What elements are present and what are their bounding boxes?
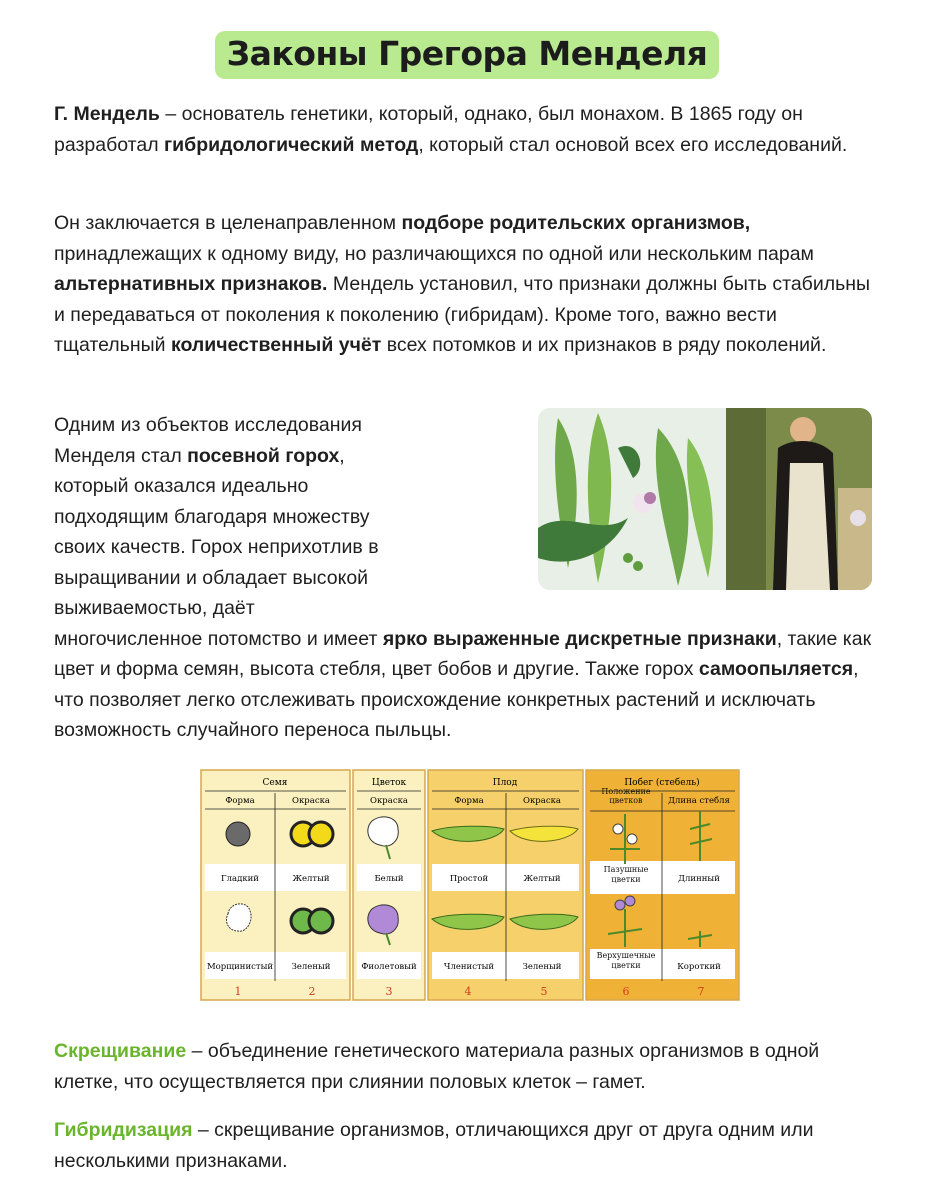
subheader: Форма: [225, 796, 255, 806]
traits-table: [200, 769, 740, 1001]
bold-text: количественный учёт: [170, 334, 382, 356]
recessive-label: Зеленый: [522, 962, 562, 972]
dominant-label: Белый: [374, 874, 404, 884]
group-seed: Семя: [262, 778, 288, 788]
pea-and-mendel-illustration: [538, 408, 872, 590]
dominant-label-wrap: [592, 865, 660, 891]
bold-text: самоопыляется: [698, 658, 854, 680]
dominant-label: Длинный: [678, 874, 720, 884]
dominant-label: Желтый: [292, 874, 330, 884]
bold-text: гибридологический метод: [164, 133, 419, 156]
term: Скрещивание: [54, 1040, 187, 1062]
seed-yellow-icon: [291, 822, 333, 846]
subheader: Окраска: [370, 796, 408, 806]
column-number: 3: [385, 985, 393, 998]
bold-text: подборе родительских организмов,: [401, 212, 751, 234]
bold-text: ярко выраженные дискретные признаки: [382, 627, 777, 650]
group-fruit: Плод: [492, 778, 518, 788]
text: принадлежащих к одному виду, но различающихся по одной или нескольким парам: [54, 242, 814, 265]
text: , который стал основой всех его исследований.: [418, 133, 848, 156]
paragraph-intro: [54, 99, 880, 160]
recessive-label: Верхушечные цветки: [596, 951, 656, 970]
dominant-label: Желтый: [523, 874, 561, 884]
title-wrap: [0, 31, 934, 79]
illustration-svg: [538, 408, 872, 590]
recessive-label: Морщинистый: [206, 962, 274, 972]
text: , который оказался идеально подходящим благодаря множеству своих качеств. Горох неприхотлив в выращивании и обладает высокой выживаемостью, даёт многочисленное потомство и имеет: [54, 444, 383, 650]
dominant-label: Простой: [449, 874, 489, 884]
bold-text: Г. Мендель: [54, 103, 160, 125]
column-number: 4: [464, 985, 472, 998]
group-flower: Цветок: [371, 778, 407, 788]
recessive-label: Фиолетовый: [361, 962, 417, 972]
seed-green-icon: [291, 909, 333, 933]
recessive-label: Короткий: [677, 962, 721, 972]
subheader: Форма: [454, 796, 484, 806]
recessive-label: Членистый: [443, 962, 495, 972]
subheader: Положение цветков: [601, 787, 651, 805]
bold-text: альтернативных признаков.: [54, 273, 328, 295]
definition-text: – скрещивание организмов, отличающихся друг от друга одним или несколькими признаками.: [54, 1119, 814, 1172]
definition-crossing: [54, 1036, 880, 1097]
column-number: 5: [540, 985, 548, 998]
recessive-label: Зеленый: [291, 962, 331, 972]
subheader: Длина стебля: [668, 796, 730, 806]
definition-text: – объединение генетического материала разных организмов в одной клетке, что осуществляется при слиянии половых клеток – гамет.: [54, 1040, 820, 1093]
column-number: 6: [622, 985, 630, 998]
subheader: Окраска: [523, 796, 561, 806]
text: , такие как цвет и форма семян, высота стебля, цвет бобов и другие. Также горох: [54, 627, 872, 680]
subheader-wrap: [592, 787, 660, 811]
column-number: 1: [234, 985, 242, 998]
text: – основатель генетики, который, однако, был монахом. В 1865 году он разработал: [54, 103, 803, 156]
group-shoot: Побег (стебель): [624, 778, 700, 788]
subheader: Окраска: [292, 796, 330, 806]
text: Одним из объектов исследования Менделя стал: [54, 414, 362, 467]
text: Мендель установил, что признаки должны быть стабильны и передаваться от поколения к поколению (гибридам). Кроме того, важно вести тщательный: [54, 273, 871, 356]
text: Он заключается в целенаправленном: [54, 212, 402, 234]
page-title: Законы Грегора Менделя: [215, 31, 720, 79]
text: , что позволяет легко отслеживать происхождение конкретных растений и исключать возможность случайного переноса пыльцы.: [54, 658, 859, 741]
paragraph-method: [54, 208, 880, 361]
term: Гибридизация: [54, 1119, 193, 1141]
column-number: 2: [308, 985, 316, 998]
dominant-label: Гладкий: [221, 874, 259, 884]
bold-text: посевной горох: [187, 444, 340, 467]
dominant-label: Пазушные цветки: [603, 865, 649, 884]
text: всех потомков и их признаков в ряду поколений.: [381, 334, 827, 356]
column-number: 7: [697, 985, 705, 998]
definition-hybridization: [54, 1115, 880, 1176]
seed-smooth-icon: [226, 822, 250, 846]
recessive-label-wrap: [592, 951, 660, 977]
